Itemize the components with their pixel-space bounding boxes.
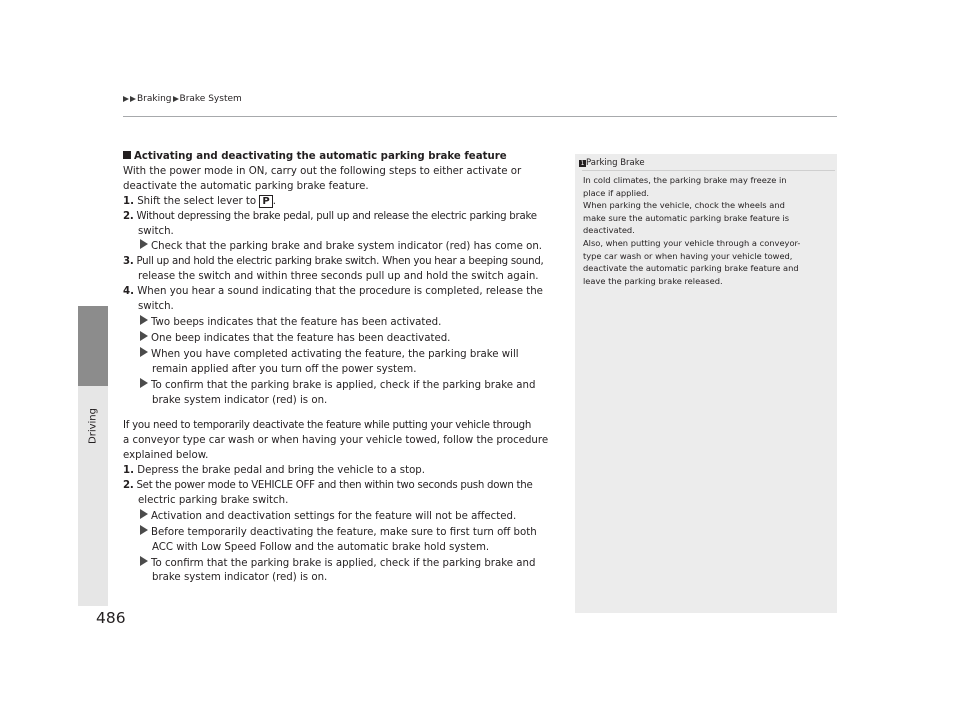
sidebar-line: deactivated. xyxy=(583,225,635,236)
sidebar-line: deactivate the automatic parking brake feature and xyxy=(583,263,799,274)
note-text: Two beeps indicates that the feature has been activated. xyxy=(151,316,442,328)
note-arrow-icon xyxy=(140,509,148,519)
tow-step-2-note xyxy=(123,556,563,572)
sidebar-line: make sure the automatic parking brake feature is xyxy=(583,212,790,223)
step-4-note-continued: brake system indicator (red) is on. xyxy=(152,394,328,406)
note-arrow-icon xyxy=(140,378,148,388)
paragraph-line: If you need to temporarily deactivate the feature while putting your vehicle through xyxy=(123,420,532,432)
section-heading-text: Activating and deactivating the automatic parking brake feature xyxy=(134,151,507,162)
paragraph-gap xyxy=(123,408,563,419)
sidebar-note-body xyxy=(583,174,833,287)
chapter-tab-marker xyxy=(78,306,108,386)
section-heading xyxy=(123,150,563,165)
note-arrow-icon xyxy=(140,347,148,357)
note-arrow-icon xyxy=(140,556,148,566)
breadcrumb-item-braking[interactable]: Braking xyxy=(137,94,172,104)
step-4-note xyxy=(123,331,563,347)
note-arrow-icon xyxy=(140,525,148,535)
step-2-continued: switch. xyxy=(138,225,174,237)
step-4-note-continued: remain applied after you turn off the power system. xyxy=(152,363,417,375)
main-content xyxy=(123,150,563,586)
breadcrumb-arrow-icon xyxy=(173,96,179,102)
step-number: 2. xyxy=(123,480,134,492)
tow-step-2 xyxy=(123,479,563,494)
sidebar-title-text[interactable]: Parking Brake xyxy=(586,158,645,168)
note-arrow-icon xyxy=(140,315,148,325)
park-gear-icon: P xyxy=(259,195,272,208)
note-text: Check that the parking brake and brake system indicator (red) has come on. xyxy=(151,241,543,253)
sidebar-line: When parking the vehicle, chock the wheels and xyxy=(583,200,785,211)
step-number: 4. xyxy=(123,286,134,298)
step-4-continued: switch. xyxy=(138,301,174,313)
sidebar-line: leave the parking brake released. xyxy=(583,275,723,286)
step-1 xyxy=(123,195,563,210)
intro-line: With the power mode in ON, carry out the following steps to either activate or xyxy=(123,165,522,177)
note-text: When you have completed activating the feature, the parking brake will xyxy=(151,348,519,360)
tow-step-2-note xyxy=(123,525,563,541)
breadcrumb xyxy=(123,94,242,104)
sidebar-divider xyxy=(582,170,835,171)
tow-step-2-continued: electric parking brake switch. xyxy=(138,494,289,506)
page-number: 486 xyxy=(96,609,126,627)
chapter-tab-text: Driving xyxy=(87,408,99,444)
step-3 xyxy=(123,255,563,270)
note-text: One beep indicates that the feature has been deactivated. xyxy=(151,332,451,344)
reference-marker-icon: 1 xyxy=(580,160,585,167)
intro-line: deactivate the automatic parking brake feature. xyxy=(123,180,369,192)
breadcrumb-item-brake-system[interactable]: Brake System xyxy=(179,94,242,104)
step-number: 1. xyxy=(123,465,134,477)
step-4 xyxy=(123,285,563,300)
sidebar-line: place if applied. xyxy=(583,187,650,198)
step-number: 2. xyxy=(123,210,134,222)
step-number: 1. xyxy=(123,195,134,207)
step-4-note xyxy=(123,347,563,363)
tow-step-2-note xyxy=(123,509,563,525)
note-arrow-icon xyxy=(140,331,148,341)
step-number: 3. xyxy=(123,256,134,268)
tow-step-1 xyxy=(123,464,563,479)
step-text: Without depressing the brake pedal, pull up and release the electric parking brake xyxy=(136,210,537,222)
step-4-note xyxy=(123,378,563,394)
note-text: To confirm that the parking brake is applied, check if the parking brake and xyxy=(151,557,536,569)
note-arrow-icon xyxy=(140,239,148,249)
step-text: When you hear a sound indicating that the procedure is completed, release the xyxy=(137,286,543,298)
step-2 xyxy=(123,210,563,225)
section-square-icon xyxy=(123,151,131,159)
note-text: To confirm that the parking brake is applied, check if the parking brake and xyxy=(151,379,536,391)
sidebar-note-title xyxy=(579,158,645,168)
tow-step-2-note-continued: ACC with Low Speed Follow and the automatic brake hold system. xyxy=(152,541,490,553)
step-text: Pull up and hold the electric parking brake switch. When you hear a beeping sound, xyxy=(136,256,544,268)
step-text: Set the power mode to VEHICLE OFF and then within two seconds push down the xyxy=(136,480,533,492)
step-text-end: . xyxy=(272,195,276,207)
step-3-continued: release the switch and within three seconds pull up and hold the switch again. xyxy=(138,271,539,283)
tow-step-2-note-continued: brake system indicator (red) is on. xyxy=(152,572,328,584)
sidebar-line: In cold climates, the parking brake may freeze in xyxy=(583,175,787,185)
note-text: Before temporarily deactivating the feature, make sure to first turn off both xyxy=(151,526,537,538)
step-2-note xyxy=(123,239,563,255)
step-4-note xyxy=(123,315,563,331)
sidebar-line: Also, when putting your vehicle through a conveyor- xyxy=(583,237,801,248)
paragraph-line: explained below. xyxy=(123,450,209,462)
breadcrumb-arrow-icon xyxy=(123,96,129,102)
step-text: Depress the brake pedal and bring the vehicle to a stop. xyxy=(137,465,426,477)
step-text: Shift the select lever to xyxy=(137,195,257,207)
note-text: Activation and deactivation settings for the feature will not be affected. xyxy=(151,510,517,522)
paragraph-line: a conveyor type car wash or when having your vehicle towed, follow the procedure xyxy=(123,435,549,447)
sidebar-line: type car wash or when having your vehicle towed, xyxy=(583,250,793,261)
chapter-tab-label xyxy=(82,401,104,451)
breadcrumb-arrow-icon xyxy=(130,96,136,102)
header-divider xyxy=(123,116,837,117)
